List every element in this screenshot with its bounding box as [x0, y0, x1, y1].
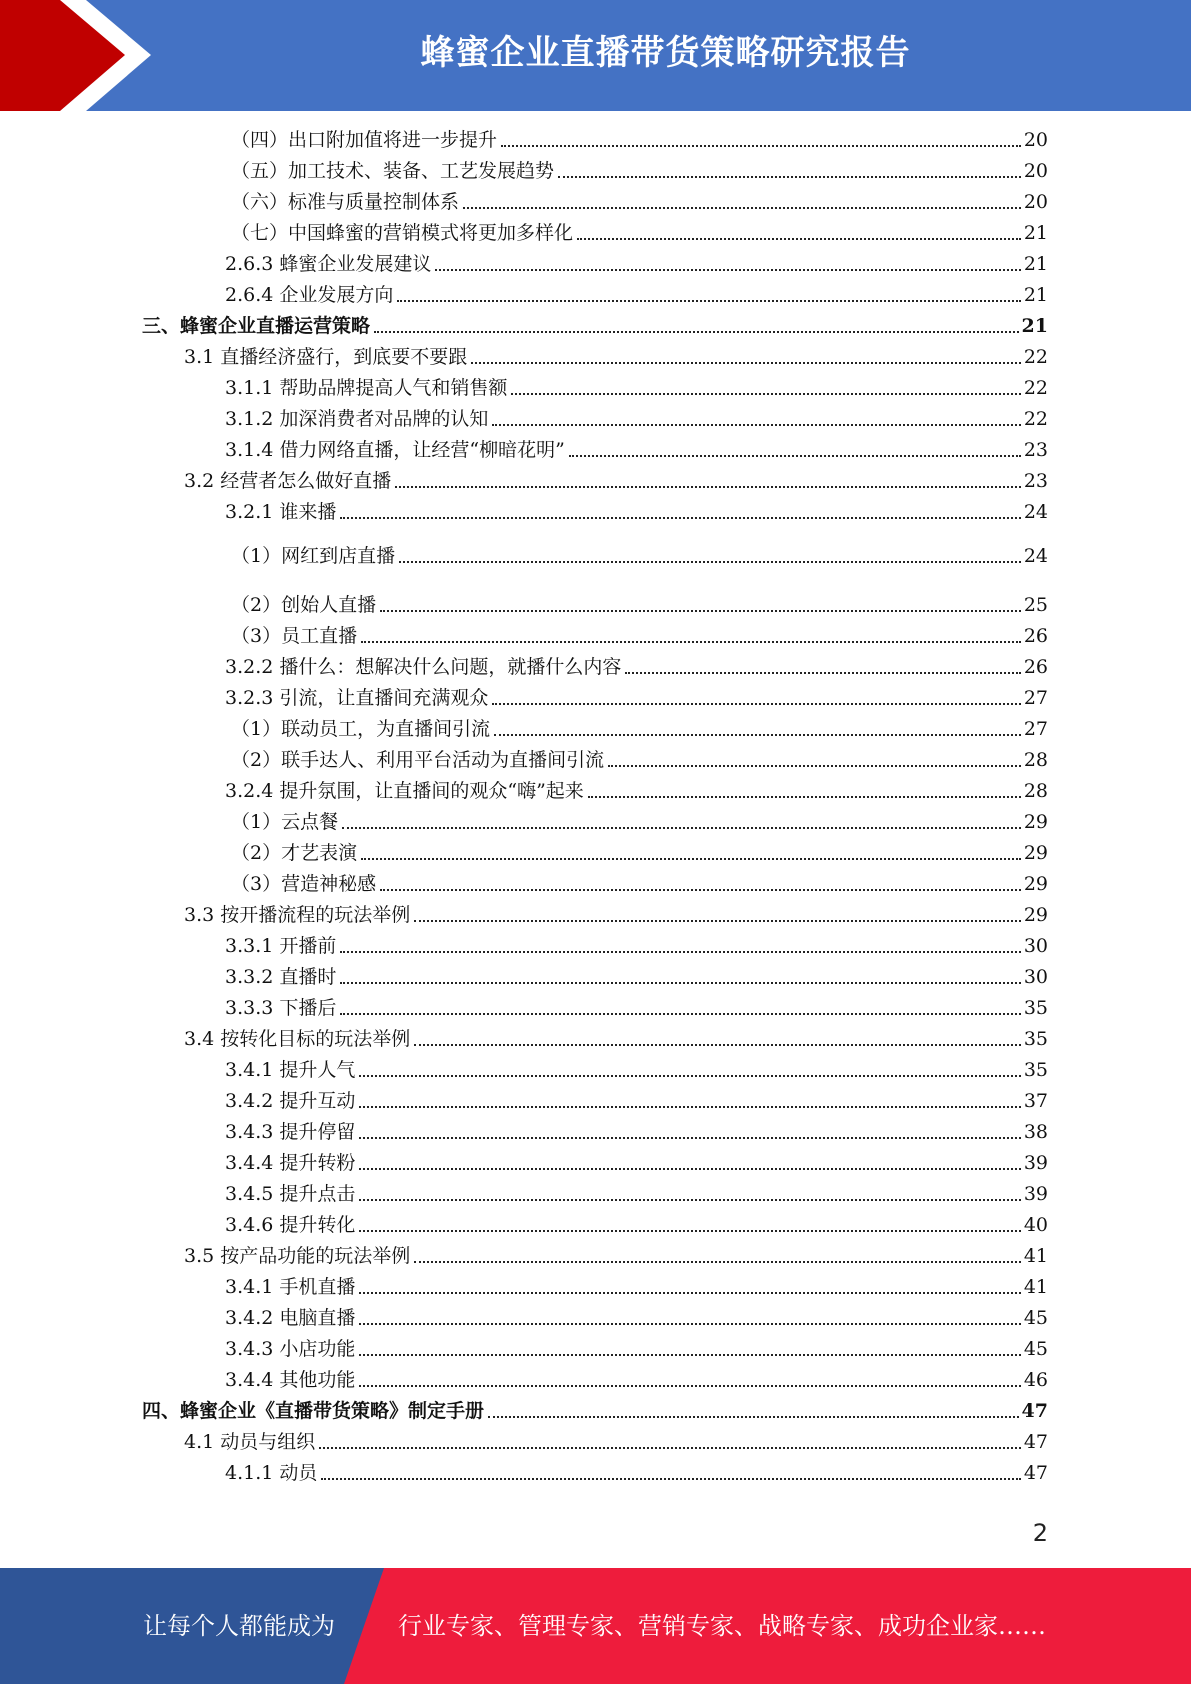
toc-entry[interactable] [231, 747, 1048, 773]
toc-entry-page: 41 [1023, 1276, 1048, 1298]
toc-entry-page: 24 [1023, 501, 1048, 523]
toc-entry[interactable] [184, 344, 1048, 370]
toc-entry-page: 39 [1023, 1152, 1048, 1174]
toc-entry-page: 22 [1023, 408, 1048, 430]
toc-entry[interactable] [231, 592, 1048, 618]
toc-dot-leader [492, 703, 1020, 705]
toc-entry-label: 2.6.3 蜂蜜企业发展建议 [225, 253, 432, 275]
toc-entry-label: 3.4.1 提升人气 [225, 1059, 356, 1081]
toc-entry[interactable] [184, 1429, 1048, 1455]
toc-entry-page: 35 [1023, 997, 1048, 1019]
toc-dot-leader [361, 858, 1021, 860]
toc-dot-leader [380, 889, 1021, 891]
toc-entry-page: 26 [1023, 625, 1048, 647]
toc-dot-leader [488, 1416, 1019, 1418]
toc-entry-label: 3.1.4 借力网络直播，让经营“柳暗花明” [225, 439, 565, 461]
toc-entry-label: 3.4.3 提升停留 [225, 1121, 356, 1143]
toc-entry[interactable] [231, 623, 1048, 649]
toc-dot-leader [374, 331, 1019, 333]
toc-dot-leader [511, 393, 1020, 395]
toc-entry-page: 28 [1023, 780, 1048, 802]
toc-entry-label: 3.2.4 提升氛围，让直播间的观众“嗨”起来 [225, 780, 584, 802]
toc-entry[interactable] [225, 251, 1048, 277]
toc-entry-label: 4.1 动员与组织 [184, 1431, 316, 1453]
toc-entry-page: 30 [1023, 966, 1048, 988]
toc-entry-page: 47 [1023, 1431, 1048, 1453]
toc-entry-page: 21 [1023, 222, 1048, 244]
page-header [0, 0, 1191, 111]
toc-entry[interactable] [142, 1398, 1048, 1424]
page-number: 2 [1032, 1519, 1048, 1547]
toc-entry-label: 3.3.1 开播前 [225, 935, 337, 957]
toc-entry-label: 3.1.1 帮助品牌提高人气和销售额 [225, 377, 508, 399]
toc-entry-label: （2）才艺表演 [231, 842, 358, 864]
toc-dot-leader [501, 145, 1021, 147]
toc-entry-page: 40 [1023, 1214, 1048, 1236]
toc-entry[interactable] [225, 778, 1048, 804]
toc-entry[interactable] [225, 1088, 1048, 1114]
toc-entry[interactable] [231, 158, 1048, 184]
toc-entry-label: （1）网红到店直播 [231, 545, 396, 567]
toc-dot-leader [340, 1013, 1020, 1015]
toc-entry-label: （3）营造神秘感 [231, 873, 377, 895]
toc-entry[interactable] [225, 1181, 1048, 1207]
toc-entry[interactable] [225, 933, 1048, 959]
toc-dot-leader [463, 207, 1021, 209]
toc-entry[interactable] [231, 127, 1048, 153]
toc-entry-label: 3.4.6 提升转化 [225, 1214, 356, 1236]
toc-entry-page: 20 [1023, 129, 1048, 151]
toc-entry-label: 三、蜂蜜企业直播运营策略 [142, 315, 371, 337]
toc-entry-page: 28 [1023, 749, 1048, 771]
toc-entry[interactable] [231, 716, 1048, 742]
toc-dot-leader [321, 1478, 1020, 1480]
toc-entry[interactable] [231, 871, 1048, 897]
toc-entry-page: 29 [1023, 904, 1048, 926]
toc-dot-leader [361, 641, 1021, 643]
toc-dot-leader [435, 269, 1020, 271]
toc-dot-leader [569, 455, 1021, 457]
toc-entry-label: 3.2.2 播什么：想解决什么问题，就播什么内容 [225, 656, 622, 678]
toc-dot-leader [397, 300, 1020, 302]
toc-entry-label: 3.1.2 加深消费者对品牌的认知 [225, 408, 489, 430]
toc-entry-label: 3.3.3 下播后 [225, 997, 337, 1019]
toc-entry-page: 37 [1023, 1090, 1048, 1112]
toc-entry-label: 2.6.4 企业发展方向 [225, 284, 394, 306]
toc-entry[interactable] [231, 543, 1048, 569]
toc-entry-page: 23 [1023, 470, 1048, 492]
toc-entry[interactable] [225, 1305, 1048, 1331]
toc-entry-page: 20 [1023, 191, 1048, 213]
toc-dot-leader [359, 1323, 1020, 1325]
toc-dot-leader [558, 176, 1021, 178]
toc-entry-page: 21 [1023, 253, 1048, 275]
toc-entry-label: 3.4.2 提升互动 [225, 1090, 356, 1112]
toc-entry-page: 27 [1023, 687, 1048, 709]
toc-entry[interactable] [225, 1367, 1048, 1393]
toc-entry[interactable] [225, 437, 1048, 463]
toc-entry-page: 22 [1023, 346, 1048, 368]
toc-entry-label: 四、蜂蜜企业《直播带货策略》制定手册 [142, 1400, 485, 1422]
toc-entry-page: 45 [1023, 1338, 1048, 1360]
toc-dot-leader [414, 920, 1021, 922]
toc-entry[interactable] [225, 499, 1048, 525]
toc-dot-leader [340, 517, 1020, 519]
toc-entry-page: 22 [1023, 377, 1048, 399]
toc-entry-page: 25 [1023, 594, 1048, 616]
toc-entry-label: 3.4.5 提升点击 [225, 1183, 356, 1205]
toc-entry[interactable] [184, 902, 1048, 928]
toc-entry[interactable] [231, 189, 1048, 215]
toc-entry-page: 27 [1023, 718, 1048, 740]
toc-entry-label: （四）出口附加值将进一步提升 [231, 129, 498, 151]
toc-entry-page: 24 [1023, 545, 1048, 567]
toc-entry-page: 45 [1023, 1307, 1048, 1329]
toc-entry-label: （1）云点餐 [231, 811, 339, 833]
toc-dot-leader [625, 672, 1020, 674]
toc-dot-leader [380, 610, 1021, 612]
toc-entry-label: 3.1 直播经济盛行，到底要不要跟 [184, 346, 468, 368]
toc-dot-leader [359, 1230, 1020, 1232]
toc-dot-leader [577, 238, 1021, 240]
toc-entry-page: 41 [1023, 1245, 1048, 1267]
toc-entry[interactable] [225, 964, 1048, 990]
toc-entry[interactable] [231, 809, 1048, 835]
toc-entry[interactable] [225, 1150, 1048, 1176]
footer-slogan-right: 行业专家、管理专家、营销专家、战略专家、成功企业家…… [398, 1612, 1046, 1640]
toc-entry-label: 3.2.3 引流，让直播间充满观众 [225, 687, 489, 709]
footer-slogan-left: 让每个人都能成为 [143, 1612, 335, 1640]
toc-dot-leader [340, 982, 1020, 984]
toc-entry-label: 3.2 经营者怎么做好直播 [184, 470, 392, 492]
toc-dot-leader [608, 765, 1021, 767]
toc-entry-label: 3.4.1 手机直播 [225, 1276, 356, 1298]
toc-entry-page: 46 [1023, 1369, 1048, 1391]
toc-dot-leader [342, 827, 1021, 829]
toc-entry[interactable] [231, 220, 1048, 246]
toc-dot-leader [471, 362, 1021, 364]
toc-entry-page: 21 [1023, 284, 1048, 306]
page-footer [0, 1568, 1191, 1684]
toc-entry[interactable] [184, 1026, 1048, 1052]
toc-entry-label: 3.3 按开播流程的玩法举例 [184, 904, 411, 926]
toc-dot-leader [359, 1292, 1020, 1294]
toc-entry[interactable] [225, 282, 1048, 308]
toc-entry-label: （七）中国蜂蜜的营销模式将更加多样化 [231, 222, 574, 244]
toc-entry-label: 3.4.4 其他功能 [225, 1369, 356, 1391]
toc-entry[interactable] [225, 1460, 1048, 1486]
toc-entry[interactable] [225, 1336, 1048, 1362]
toc-entry-page: 35 [1023, 1028, 1048, 1050]
toc-entry-label: （2）创始人直播 [231, 594, 377, 616]
toc-dot-leader [359, 1106, 1020, 1108]
toc-entry-label: 4.1.1 动员 [225, 1462, 318, 1484]
toc-entry-label: （六）标准与质量控制体系 [231, 191, 460, 213]
toc-dot-leader [359, 1168, 1020, 1170]
document-title: 蜂蜜企业直播带货策略研究报告 [420, 33, 911, 73]
toc-entry[interactable] [225, 995, 1048, 1021]
toc-dot-leader [359, 1075, 1020, 1077]
toc-entry[interactable] [225, 1274, 1048, 1300]
toc-entry-page: 20 [1023, 160, 1048, 182]
toc-entry-page: 47 [1021, 1400, 1048, 1422]
toc-dot-leader [319, 1447, 1021, 1449]
toc-entry[interactable] [184, 468, 1048, 494]
toc-entry-label: （3）员工直播 [231, 625, 358, 647]
toc-dot-leader [359, 1137, 1020, 1139]
toc-entry-label: 3.2.1 谁来播 [225, 501, 337, 523]
toc-entry[interactable] [231, 840, 1048, 866]
toc-dot-leader [359, 1199, 1020, 1201]
toc-entry-page: 30 [1023, 935, 1048, 957]
toc-dot-leader [399, 561, 1021, 563]
toc-entry-label: 3.4.3 小店功能 [225, 1338, 356, 1360]
toc-dot-leader [359, 1385, 1020, 1387]
toc-entry-page: 26 [1023, 656, 1048, 678]
toc-entry-label: 3.4.2 电脑直播 [225, 1307, 356, 1329]
toc-entry-page: 23 [1023, 439, 1048, 461]
toc-dot-leader [414, 1044, 1021, 1046]
toc-dot-leader [395, 486, 1021, 488]
toc-entry-page: 35 [1023, 1059, 1048, 1081]
toc-entry-label: 3.3.2 直播时 [225, 966, 337, 988]
toc-entry-page: 47 [1023, 1462, 1048, 1484]
toc-entry[interactable] [225, 375, 1048, 401]
toc-entry-page: 29 [1023, 873, 1048, 895]
toc-entry[interactable] [225, 1212, 1048, 1238]
toc-entry-page: 38 [1023, 1121, 1048, 1143]
toc-entry-label: 3.4.4 提升转粉 [225, 1152, 356, 1174]
toc-entry-page: 21 [1021, 315, 1048, 337]
toc-dot-leader [588, 796, 1021, 798]
toc-entry[interactable] [225, 1057, 1048, 1083]
toc-dot-leader [414, 1261, 1021, 1263]
toc-entry[interactable] [225, 1119, 1048, 1145]
toc-dot-leader [359, 1354, 1020, 1356]
toc-entry[interactable] [225, 406, 1048, 432]
toc-entry[interactable] [225, 685, 1048, 711]
toc-entry[interactable] [142, 313, 1048, 339]
toc-dot-leader [340, 951, 1020, 953]
toc-entry-page: 39 [1023, 1183, 1048, 1205]
toc-entry[interactable] [184, 1243, 1048, 1269]
toc-entry-label: 3.5 按产品功能的玩法举例 [184, 1245, 411, 1267]
toc-entry[interactable] [225, 654, 1048, 680]
toc-entry-page: 29 [1023, 811, 1048, 833]
toc-entry-page: 29 [1023, 842, 1048, 864]
toc-entry-label: 3.4 按转化目标的玩法举例 [184, 1028, 411, 1050]
toc-entry-label: （2）联手达人、利用平台活动为直播间引流 [231, 749, 605, 771]
toc-entry-label: （1）联动员工，为直播间引流 [231, 718, 491, 740]
toc-dot-leader [492, 424, 1020, 426]
toc-dot-leader [494, 734, 1021, 736]
toc-entry-label: （五）加工技术、装备、工艺发展趋势 [231, 160, 555, 182]
